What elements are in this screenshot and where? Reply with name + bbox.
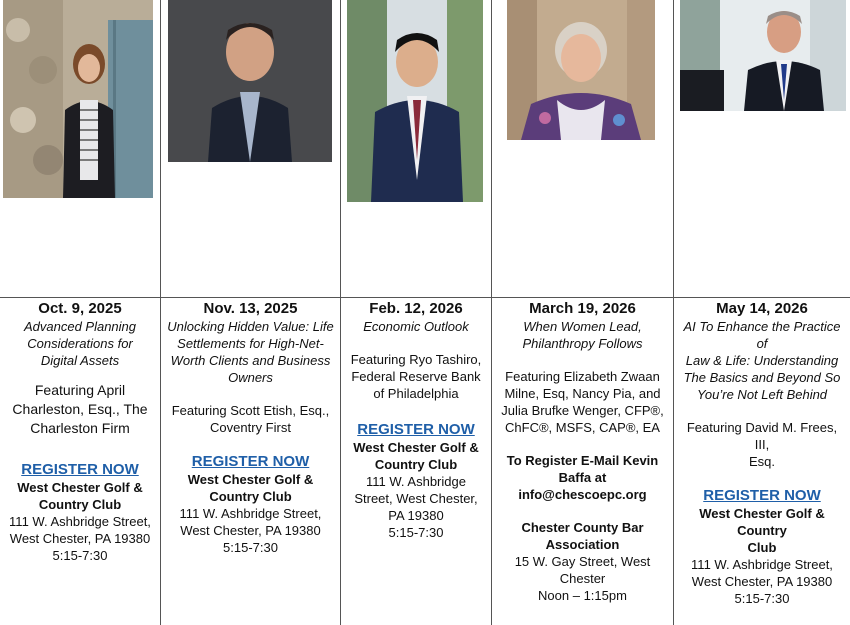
event-speaker: Featuring Scott Etish, Esq., Coventry First [171, 403, 330, 435]
event-speaker: Featuring David M. Frees, III, Esq. [686, 420, 838, 469]
speaker-photo-april-charleston [3, 0, 153, 198]
event-column-2 [161, 299, 340, 623]
event-venue: Chester County Bar Association [521, 520, 644, 552]
event-time: 5:15-7:30 [388, 525, 444, 540]
event-date: Oct. 9, 2025 [38, 300, 122, 317]
register-email-instructions[interactable]: To Register E-Mail Kevin Baffa at info@chescoepc.org [506, 453, 659, 502]
event-column-5 [674, 299, 850, 623]
event-address: 111 W. Ashbridge Street, West Chester, PA 19380 [9, 514, 151, 546]
register-now-link[interactable]: REGISTER NOW [357, 421, 475, 438]
event-venue: West Chester Golf & Country Club [17, 480, 143, 512]
event-venue: West Chester Golf & Country Club [353, 440, 479, 472]
event-date: March 19, 2026 [529, 300, 636, 317]
event-speaker: Featuring April Charleston, Esq., The Charleston Firm [12, 382, 148, 436]
event-venue: West Chester Golf & Country Club [187, 472, 314, 504]
row-divider [0, 297, 850, 298]
speaker-photo-david-frees [680, 0, 846, 111]
event-address: 15 W. Gay Street, West Chester [514, 554, 651, 586]
event-title: Advanced Planning Considerations for Digital Assets [23, 319, 137, 368]
event-speaker: Featuring Ryo Tashiro, Federal Reserve Bank of Philadelphia [350, 352, 482, 401]
speaker-photo-elizabeth-zwaan-milne [507, 0, 655, 140]
event-address: 111 W. Ashbridge Street, West Chester, PA 19380 [354, 474, 478, 523]
event-title: Economic Outlook [363, 319, 469, 334]
event-venue: West Chester Golf & Country Club [699, 506, 825, 555]
event-date: May 14, 2026 [716, 300, 808, 317]
event-date: Nov. 13, 2025 [203, 300, 298, 317]
event-time: 5:15-7:30 [52, 548, 108, 563]
event-column-1 [0, 299, 160, 623]
register-now-link[interactable]: REGISTER NOW [191, 453, 310, 470]
event-address: 111 W. Ashbridge Street, West Chester, PA 19380 [691, 557, 833, 589]
event-time: 5:15-7:30 [223, 540, 278, 555]
event-time: Noon – 1:15pm [538, 588, 627, 603]
speaker-photo-ryo-tashiro [347, 0, 483, 202]
event-speaker: Featuring Elizabeth Zwaan Milne, Esq, Nancy Pia, and Julia Brufke Wenger, CFP®, ChFC®, MSFS, CAP®, EA [501, 369, 664, 435]
event-column-4 [492, 299, 673, 623]
register-now-link[interactable]: REGISTER NOW [703, 487, 821, 504]
event-title: Unlocking Hidden Value: Life Settlements for High-Net- Worth Clients and Business Owners [167, 319, 334, 385]
speaker-photo-scott-etish [168, 0, 332, 162]
register-now-link[interactable]: REGISTER NOW [21, 461, 139, 478]
event-address: 111 W. Ashbridge Street, West Chester, PA 19380 [179, 506, 322, 538]
event-title: When Women Lead, Philanthropy Follows [522, 319, 643, 351]
event-time: 5:15-7:30 [734, 591, 790, 606]
event-date: Feb. 12, 2026 [369, 300, 463, 317]
event-title: AI To Enhance the Practice of Law & Life: Understanding The Basics and Beyond So You’re Not Left Behind [683, 319, 841, 402]
event-column-3 [341, 299, 491, 623]
